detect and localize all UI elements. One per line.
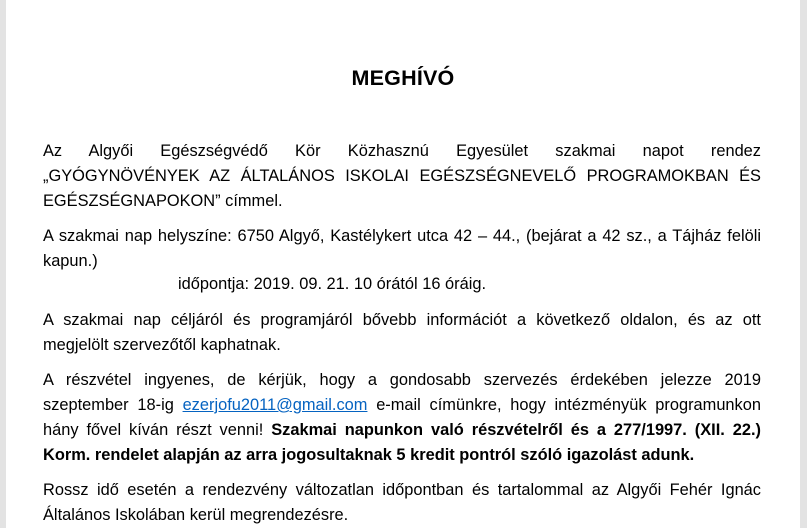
credit-notice-bold: Korm. rendelet alapján az arra jogosultaknak 5 kredit pontról szóló igazolást adunk.: [43, 446, 695, 464]
text-line: Az Algyői Egészségvédő Kör Közhasznú Egyesület szakmai napot rendez: [43, 142, 761, 160]
text-line: A szakmai nap helyszíne: 6750 Algyő, Kastélykert utca 42 – 44., (bejárat a 42 sz., a Tájház felöli: [43, 227, 761, 245]
text-line: Általános Iskolában kerül megrendezésre.: [43, 506, 349, 524]
text-segment: szeptember 18-ig: [43, 396, 183, 414]
text-segment: e-mail címünkre, hogy intézményük programunkon: [367, 396, 761, 414]
credit-notice-bold: Szakmai napunkon való részvételről és a 277/1997. (XII. 22.): [271, 421, 761, 439]
text-line: kapun.): [43, 252, 98, 270]
paragraph-event-intro: [43, 139, 761, 214]
paragraph-more-info: [43, 308, 761, 358]
text-line: [43, 393, 761, 418]
text-line: EGÉSZSÉGNAPOKON” címmel.: [43, 192, 283, 210]
text-line: „GYÓGYNÖVÉNYEK AZ ÁLTALÁNOS ISKOLAI EGÉSZSÉGNEVELŐ PROGRAMOKBAN ÉS: [43, 167, 761, 185]
text-line: A szakmai nap céljáról és programjáról bővebb információt a következő oldalon, és az ott: [43, 311, 761, 329]
text-segment: hány fővel kíván részt venni!: [43, 421, 272, 439]
email-link[interactable]: ezerjofu2011@gmail.com: [182, 396, 368, 414]
paragraph-registration: [43, 368, 761, 468]
text-line: A részvétel ingyenes, de kérjük, hogy a gondosabb szervezés érdekében jelezze 2019: [43, 371, 761, 389]
text-line: megjelölt szervezőtől kaphatnak.: [43, 336, 281, 354]
document-title: MEGHÍVÓ: [351, 66, 455, 90]
paragraph-bad-weather: [43, 478, 761, 528]
document-page: [6, 0, 800, 528]
text-line: [43, 418, 761, 443]
event-time: időpontja: 2019. 09. 21. 10 órától 16 óráig.: [178, 275, 487, 293]
text-line: Rossz idő esetén a rendezvény változatlan időpontban és tartalommal az Algyői Fehér Ignác: [43, 481, 761, 499]
paragraph-venue: [43, 224, 761, 274]
